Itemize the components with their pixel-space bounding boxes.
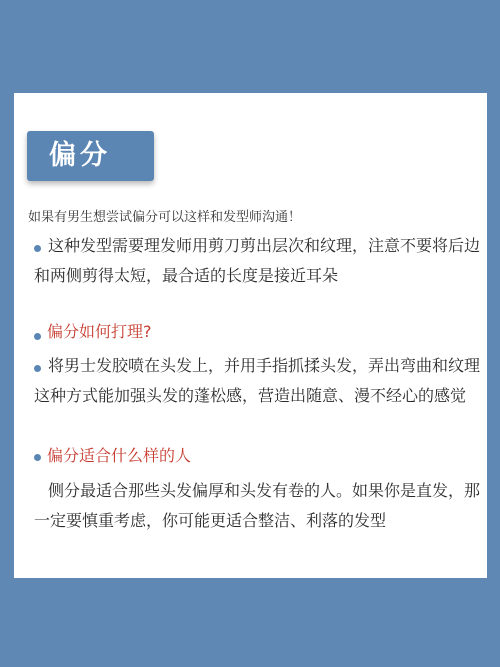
section-3-heading: 偏分适合什么样的人 [47,446,192,465]
section-2-body: 将男士发胶喷在头发上，并用手指抓揉头发，弄出弯曲和纹理这种方式能加强头发的蓬松感，营造出随意、漫不经心的感觉 [34,356,481,405]
section-3-body: 侧分最适合那些头发偏厚和头发有卷的人。如果你是直发，那一定要慎重考虑，你可能更适合整洁、利落的发型 [34,481,481,530]
section-2-heading: 偏分如何打理? [47,322,152,341]
bullet-dot-icon [34,333,41,340]
intro-text: 如果有男生想尝试偏分可以这样和发型师沟通！ [28,210,302,225]
content-card [14,93,487,578]
title-tag: 偏分 [27,131,154,181]
bullet-dot-icon [34,454,41,461]
section-1-body: 这种发型需要理发师用剪刀剪出层次和纹理，注意不要将后边和两侧剪得太短，最合适的长度是接近耳朵 [34,236,481,285]
